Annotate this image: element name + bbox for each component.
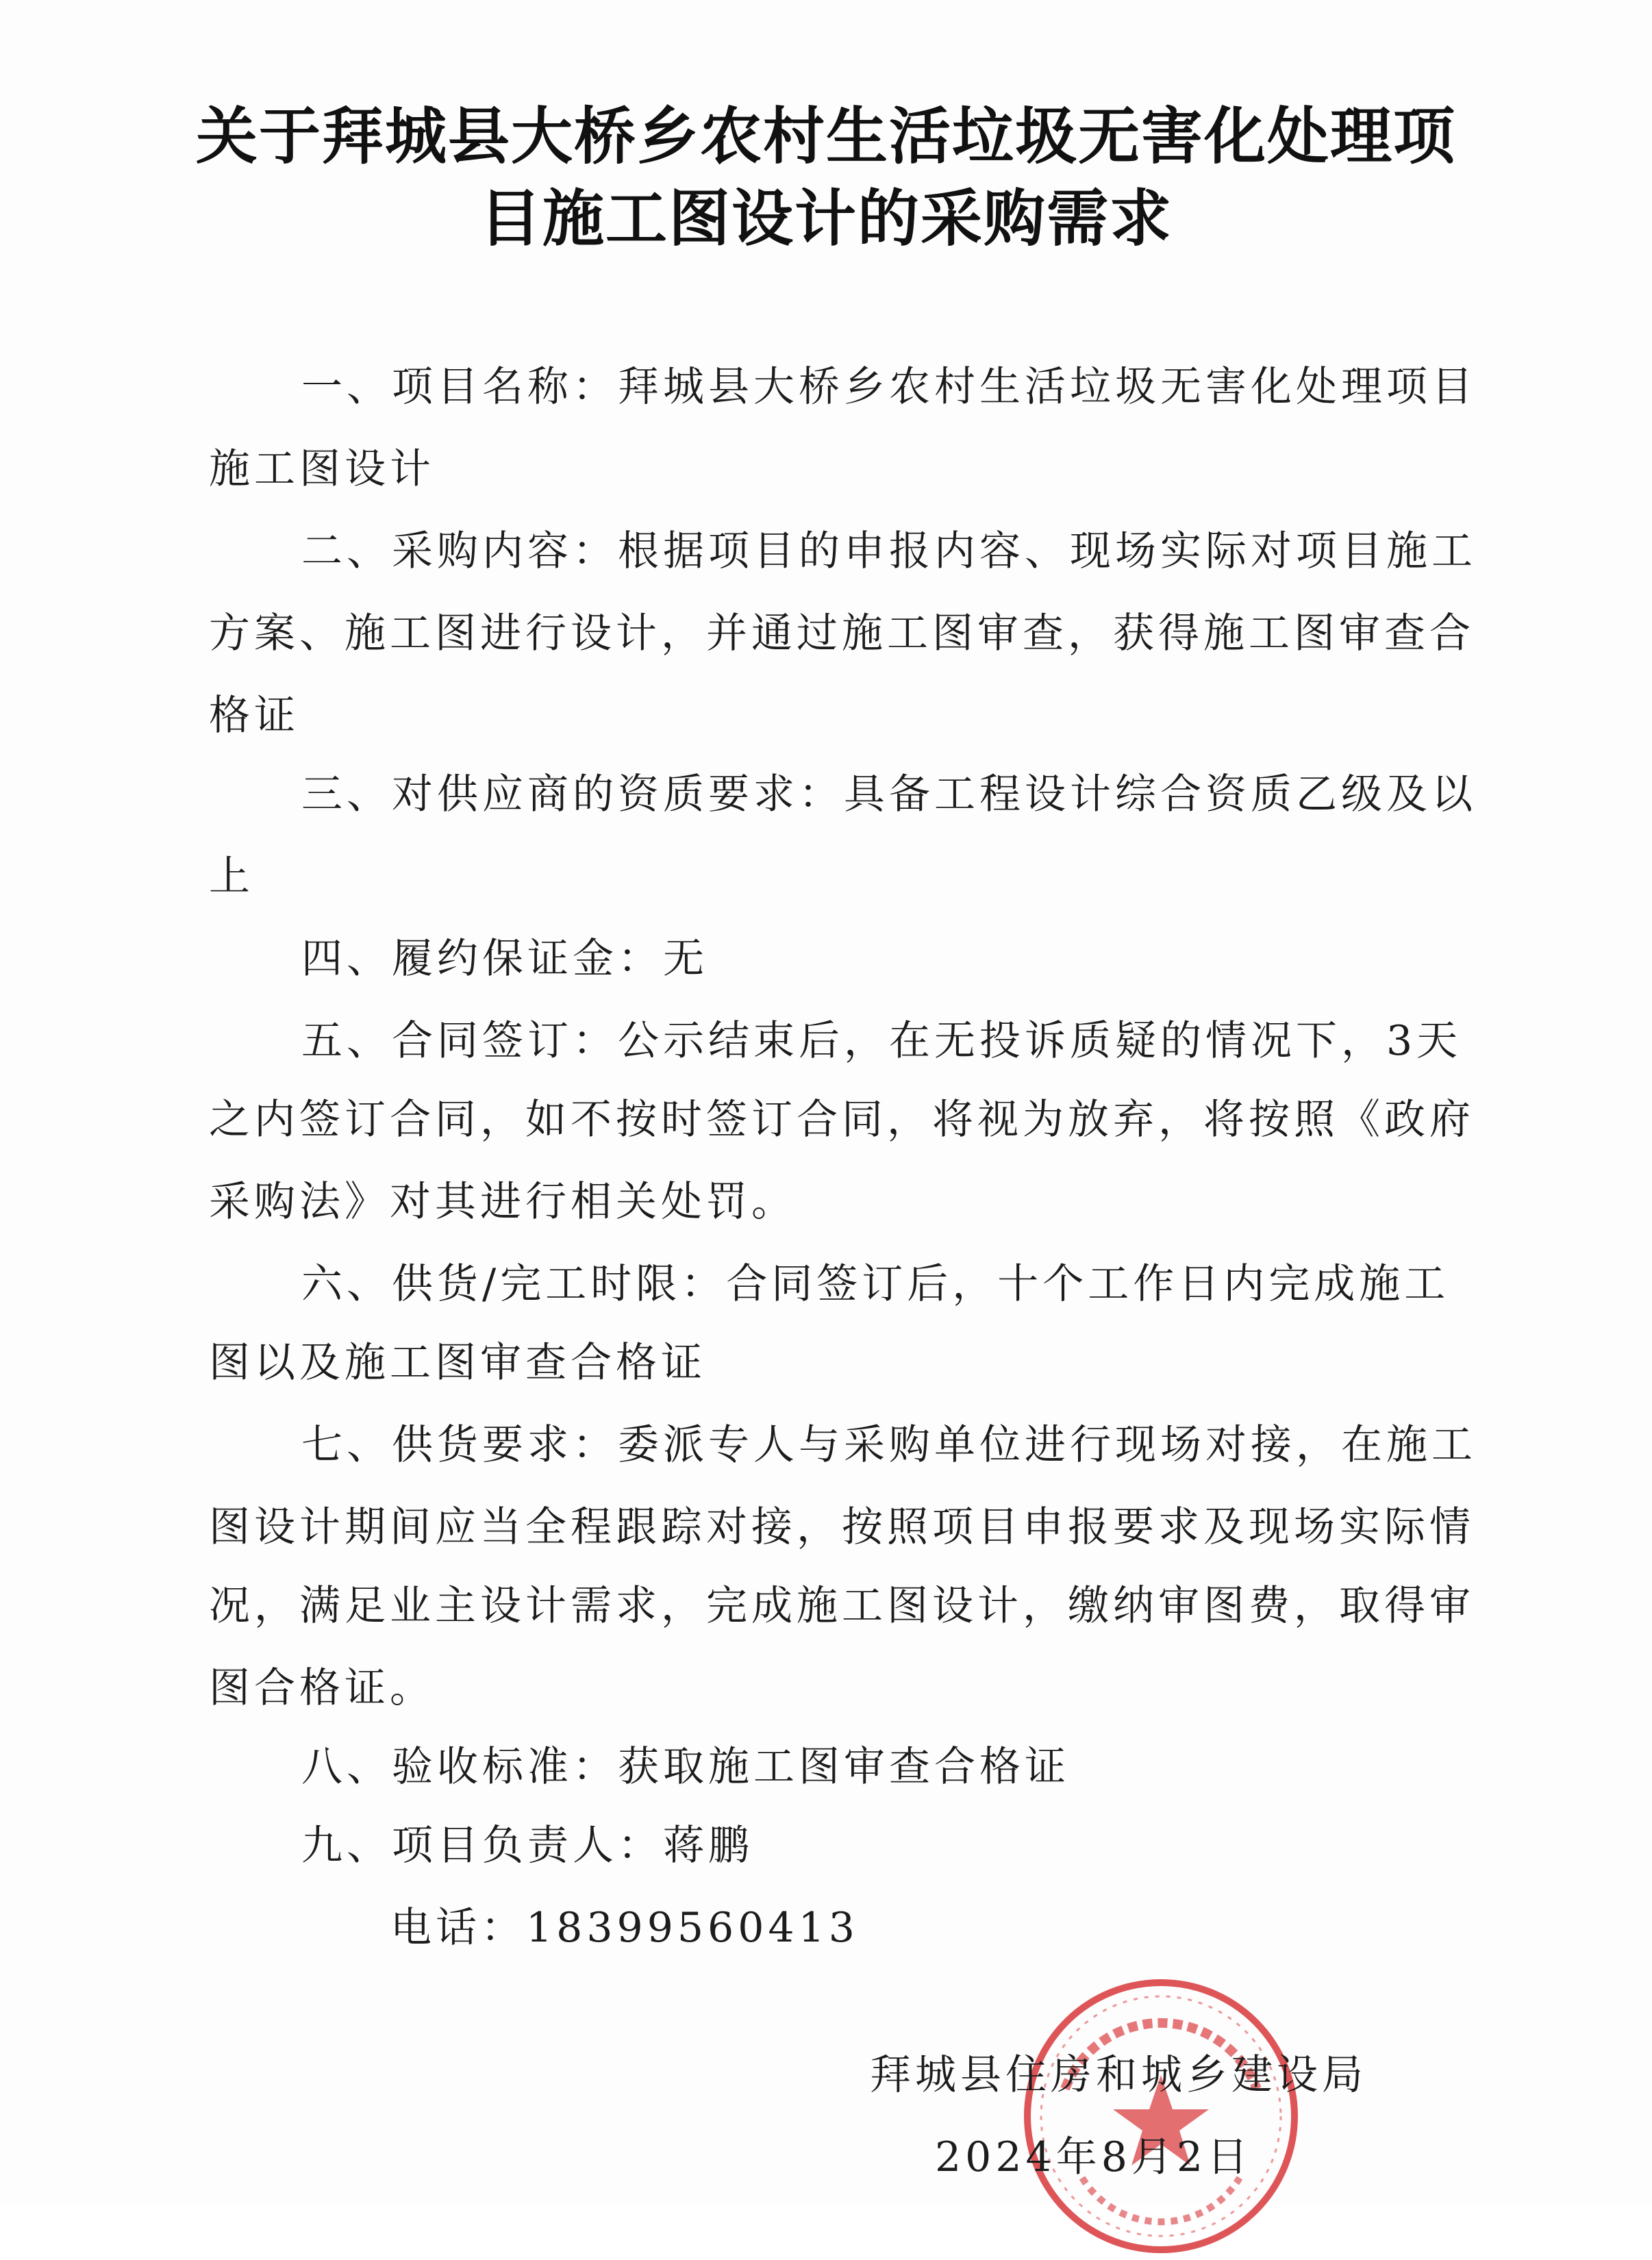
item-3-supplier-qualification-cont: 上 xyxy=(209,853,254,901)
contact-phone: 电话：18399560413 xyxy=(390,1904,859,1952)
official-seal xyxy=(1017,1972,1305,2260)
item-5-contract-signing-cont-2: 采购法》对其进行相关处罚。 xyxy=(209,1178,797,1226)
item-5-contract-signing-cont-1: 之内签订合同，如不按时签订合同，将视为放弃，将按照《政府 xyxy=(209,1096,1475,1144)
item-2-procurement-content-cont-2: 格证 xyxy=(209,692,299,740)
item-2-procurement-content-cont-1: 方案、施工图进行设计，并通过施工图审查，获得施工图审查合 xyxy=(209,610,1475,657)
item-8-acceptance-standard: 八、验收标准：获取施工图审查合格证 xyxy=(301,1743,1070,1791)
item-6-delivery-deadline-cont: 图以及施工图审查合格证 xyxy=(209,1339,706,1387)
item-5-contract-signing: 五、合同签订：公示结束后，在无投诉质疑的情况下，3天 xyxy=(301,1017,1462,1065)
document-title-line-1: 关于拜城县大桥乡农村生活垃圾无害化处理项 xyxy=(196,101,1456,173)
item-7-delivery-requirements-cont-1: 图设计期间应当全程跟踪对接，按照项目申报要求及现场实际情 xyxy=(209,1503,1475,1551)
item-7-delivery-requirements-cont-3: 图合格证。 xyxy=(209,1664,435,1712)
item-6-delivery-deadline: 六、供货/完工时限：合同签订后，十个工作日内完成施工 xyxy=(301,1260,1450,1308)
item-1-project-name: 一、项目名称：拜城县大桥乡农村生活垃圾无害化处理项目 xyxy=(301,363,1477,411)
item-2-procurement-content: 二、采购内容：根据项目的申报内容、现场实际对项目施工 xyxy=(301,527,1477,575)
item-3-supplier-qualification: 三、对供应商的资质要求：具备工程设计综合资质乙级及以 xyxy=(301,770,1477,818)
item-1-project-name-cont: 施工图设计 xyxy=(209,445,435,493)
item-4-performance-bond: 四、履约保证金：无 xyxy=(301,935,708,983)
issuing-authority: 拜城县住房和城乡建设局 xyxy=(870,2051,1367,2099)
item-7-delivery-requirements-cont-2: 况，满足业主设计需求，完成施工图设计，缴纳审图费，取得审 xyxy=(209,1582,1475,1630)
document-title-line-2: 目施工图设计的采购需求 xyxy=(479,183,1173,255)
item-9-project-manager: 九、项目负责人：蒋鹏 xyxy=(301,1822,753,1870)
item-7-delivery-requirements: 七、供货要求：委派专人与采购单位进行现场对接，在施工 xyxy=(301,1421,1477,1469)
issue-date: 2024年8月2日 xyxy=(935,2133,1253,2181)
